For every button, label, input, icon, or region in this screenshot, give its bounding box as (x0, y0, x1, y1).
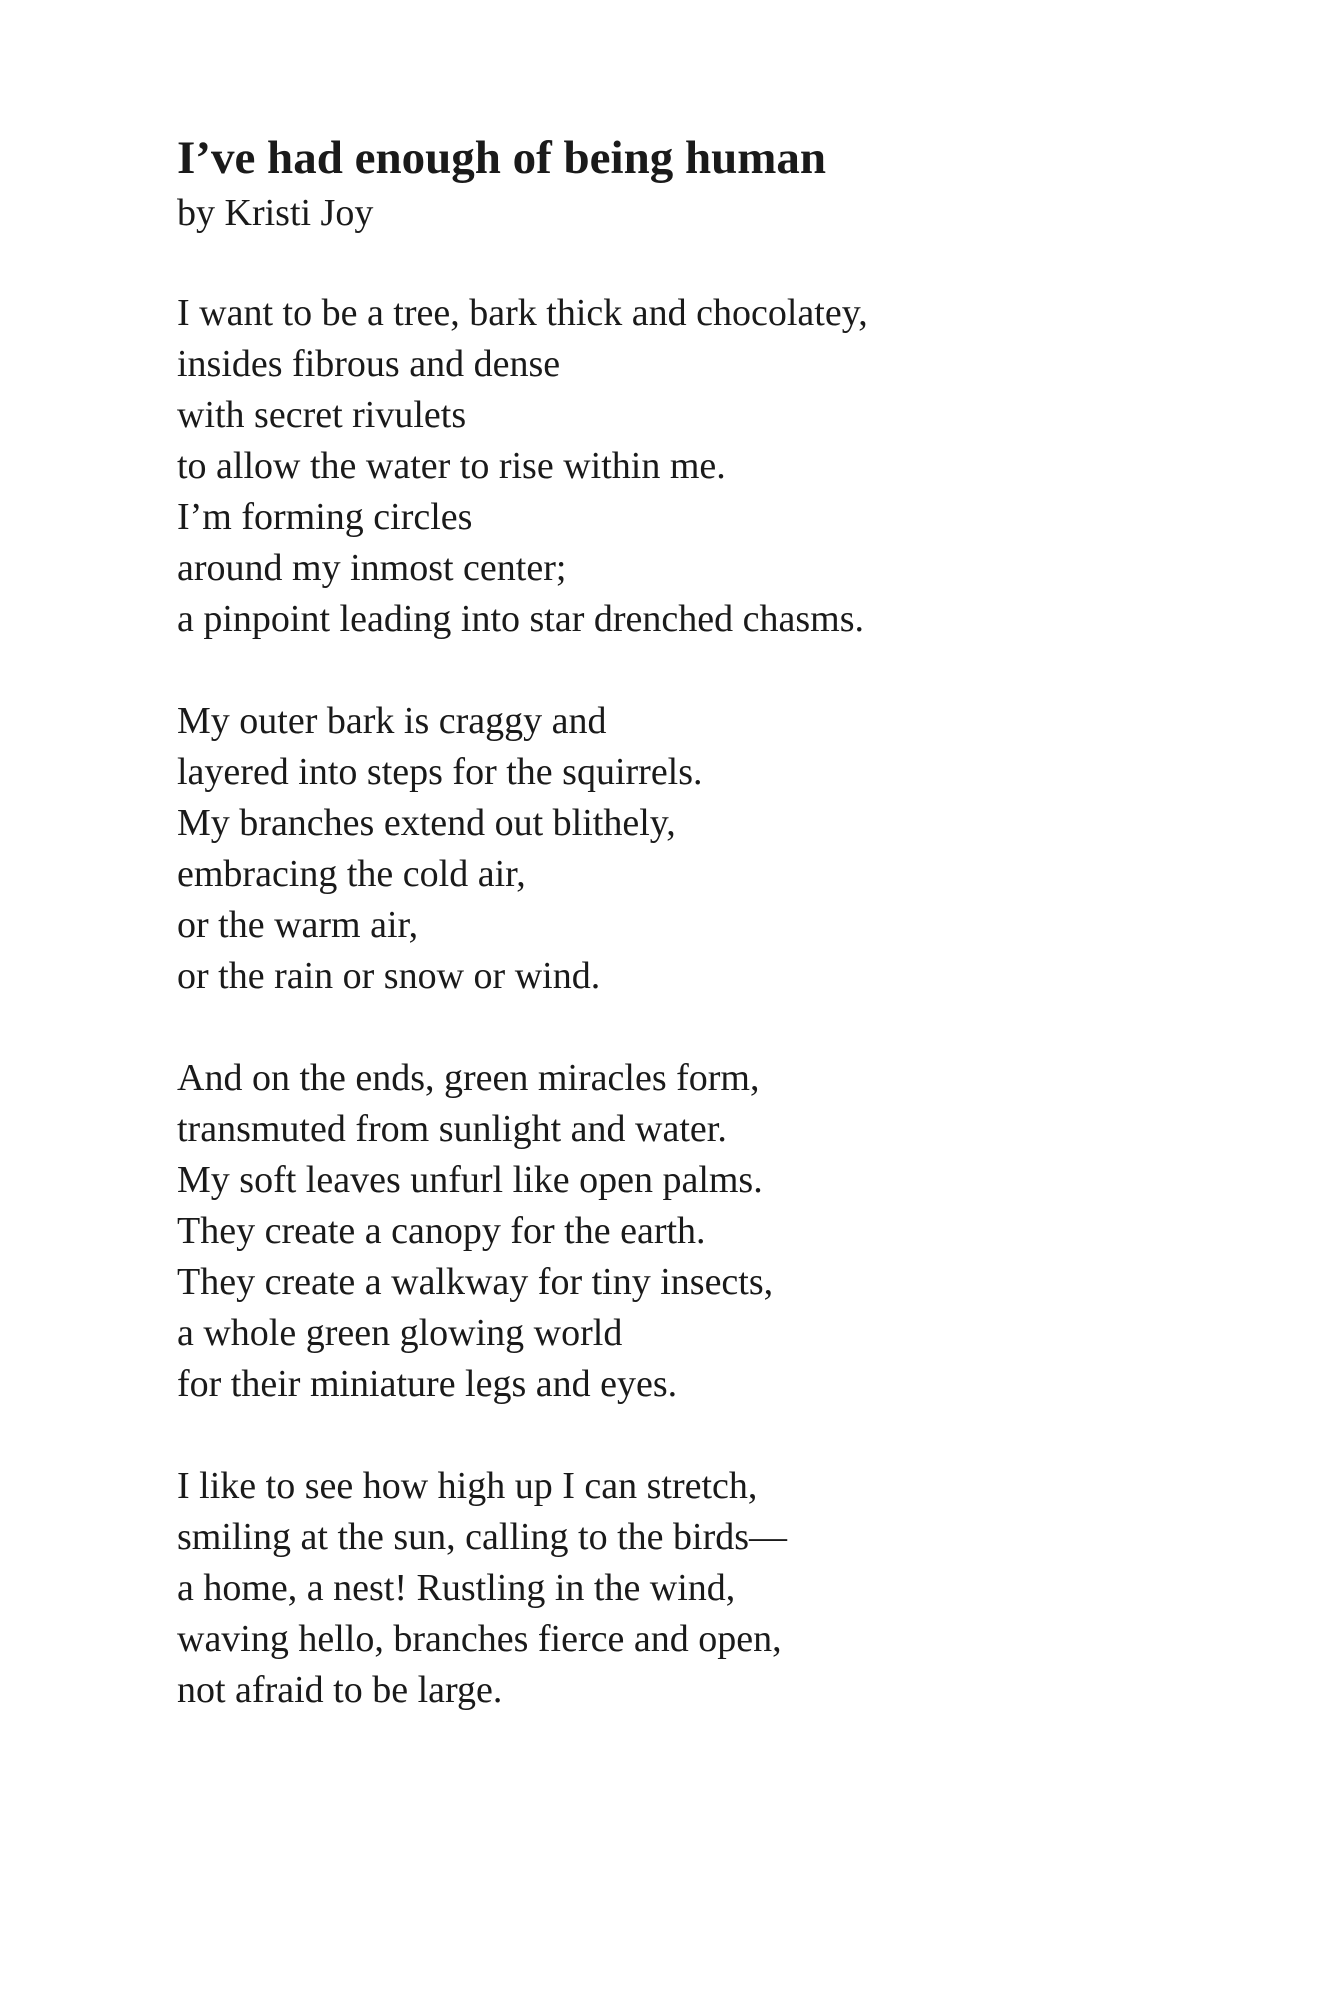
poem-line: a home, a nest! Rustling in the wind, (177, 1567, 736, 1609)
poem-line: layered into steps for the squirrels. (177, 751, 703, 793)
poem-line: My outer bark is craggy and (177, 700, 607, 742)
poem-byline: by Kristi Joy (177, 192, 374, 234)
poem-title: I’ve had enough of being human (177, 132, 827, 184)
poem-line: And on the ends, green miracles form, (177, 1057, 760, 1099)
poem-line: They create a walkway for tiny insects, (177, 1261, 774, 1303)
poem-body (177, 288, 1177, 1716)
poem-line: a whole green glowing world (177, 1312, 623, 1354)
poem-line: waving hello, branches fierce and open, (177, 1618, 782, 1660)
poem-line: embracing the cold air, (177, 853, 526, 895)
poem-line: a pinpoint leading into star drenched chasms. (177, 598, 864, 640)
poem-page (177, 128, 1177, 1767)
poem-line: transmuted from sunlight and water. (177, 1108, 727, 1150)
poem-line: with secret rivulets (177, 394, 467, 436)
poem-line: My branches extend out blithely, (177, 802, 676, 844)
poem-line: My soft leaves unfurl like open palms. (177, 1159, 763, 1201)
poem-line: not afraid to be large. (177, 1669, 503, 1711)
poem-line: for their miniature legs and eyes. (177, 1363, 678, 1405)
poem-line: They create a canopy for the earth. (177, 1210, 706, 1252)
poem-line: around my inmost center; (177, 547, 567, 589)
poem-line: I want to be a tree, bark thick and chocolatey, (177, 292, 868, 334)
poem-line: I’m forming circles (177, 496, 473, 538)
poem-line: or the warm air, (177, 904, 419, 946)
poem-line: or the rain or snow or wind. (177, 955, 601, 997)
poem-line: to allow the water to rise within me. (177, 445, 726, 487)
poem-line: I like to see how high up I can stretch, (177, 1465, 758, 1507)
stanza-2 (177, 696, 1177, 1002)
stanza-4 (177, 1461, 1177, 1716)
poem-line: smiling at the sun, calling to the birds— (177, 1516, 788, 1558)
stanza-3 (177, 1053, 1177, 1410)
stanza-1 (177, 288, 1177, 645)
poem-line: insides fibrous and dense (177, 343, 561, 385)
